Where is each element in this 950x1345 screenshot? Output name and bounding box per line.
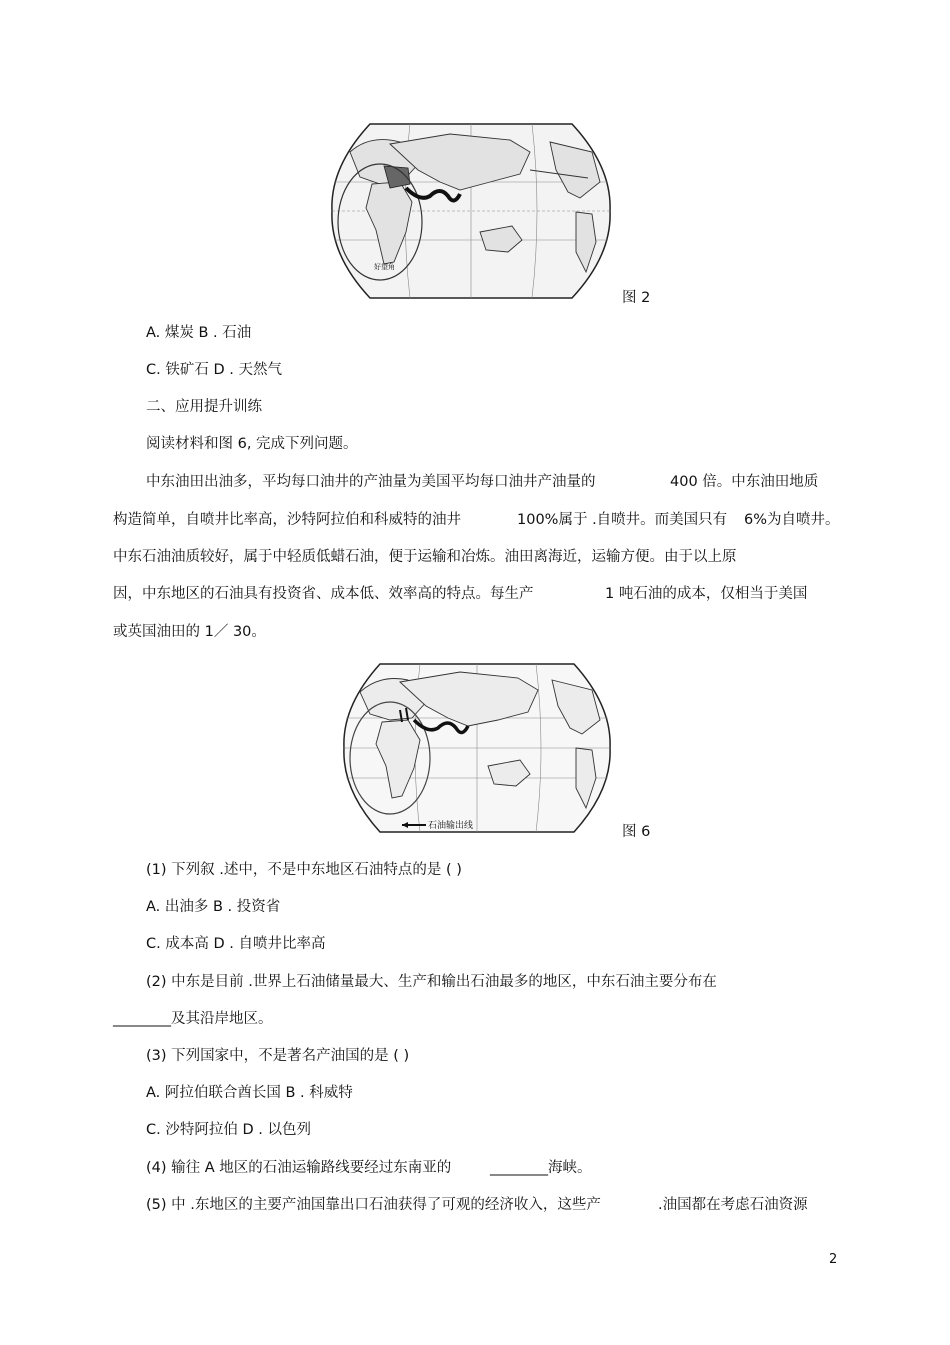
question-5a: (5) 中 .东地区的主要产油国靠出口石油获得了可观的经济收入，这些产 (146, 1197, 601, 1213)
question-1-options-ab: A. 出油多 B . 投资省 (146, 899, 281, 915)
question-3-options-cd: C. 沙特阿拉伯 D . 以色列 (146, 1122, 311, 1138)
question-2-line2: ________及其沿岸地区。 (113, 1011, 273, 1027)
passage-line5: 或英国油田的 1／ 30。 (113, 624, 266, 640)
question-1-options-cd: C. 成本高 D . 自喷井比率高 (146, 936, 326, 952)
passage-line1b: 400 倍。中东油田地质 (670, 474, 819, 490)
question-4b: ________海峡。 (490, 1160, 592, 1176)
passage-line2b: 100%属于 .自喷井。而美国只有 (517, 512, 728, 528)
passage-line1a: 中东油田出油多，平均每口油井的产油量为美国平均每口油井产油量的 (146, 474, 596, 490)
question-2-line1: (2) 中东是目前 .世界上石油储量最大、生产和输出石油最多的地区，中东石油主要分布在 (146, 974, 717, 990)
passage-line4a: 因，中东地区的石油具有投资省、成本低、效率高的特点。每生产 (113, 586, 534, 602)
passage-line4b: 1 吨石油的成本，仅相当于美国 (605, 586, 808, 602)
figure2-caption: 图 2 (622, 290, 651, 306)
intro-text: 阅读材料和图 6, 完成下列问题。 (146, 436, 358, 452)
question-3-options-ab: A. 阿拉伯联合酋长国 B . 科威特 (146, 1085, 353, 1101)
section-title: 二、应用提升训练 (146, 399, 262, 415)
figure2-world-map (330, 122, 612, 300)
figure6-world-map (342, 662, 612, 834)
prev-options-cd: C. 铁矿石 D . 天然气 (146, 362, 282, 378)
question-4a: (4) 输往 A 地区的石油运输路线要经过东南亚的 (146, 1160, 452, 1176)
passage-line2c: 6%为自喷井。 (744, 512, 840, 528)
passage-line2a: 构造简单，自喷井比率高，沙特阿拉伯和科威特的油井 (113, 512, 461, 528)
question-5b: .油国都在考虑石油资源 (658, 1197, 808, 1213)
cape-label: 好望角 (374, 263, 395, 271)
question-3: (3) 下列国家中，不是著名产油国的是 ( ) (146, 1048, 410, 1064)
legend-oil-export-line: 石油输出线 (428, 821, 474, 831)
question-1: (1) 下列叙 .述中，不是中东地区石油特点的是 ( ) (146, 862, 462, 878)
figure6-caption: 图 6 (622, 824, 651, 840)
page-number: 2 (829, 1252, 838, 1267)
passage-line3: 中东石油油质较好，属于中轻质低蜡石油，便于运输和冶炼。油田离海近，运输方便。由于以上原 (113, 549, 737, 565)
prev-options-ab: A. 煤炭 B . 石油 (146, 325, 252, 341)
